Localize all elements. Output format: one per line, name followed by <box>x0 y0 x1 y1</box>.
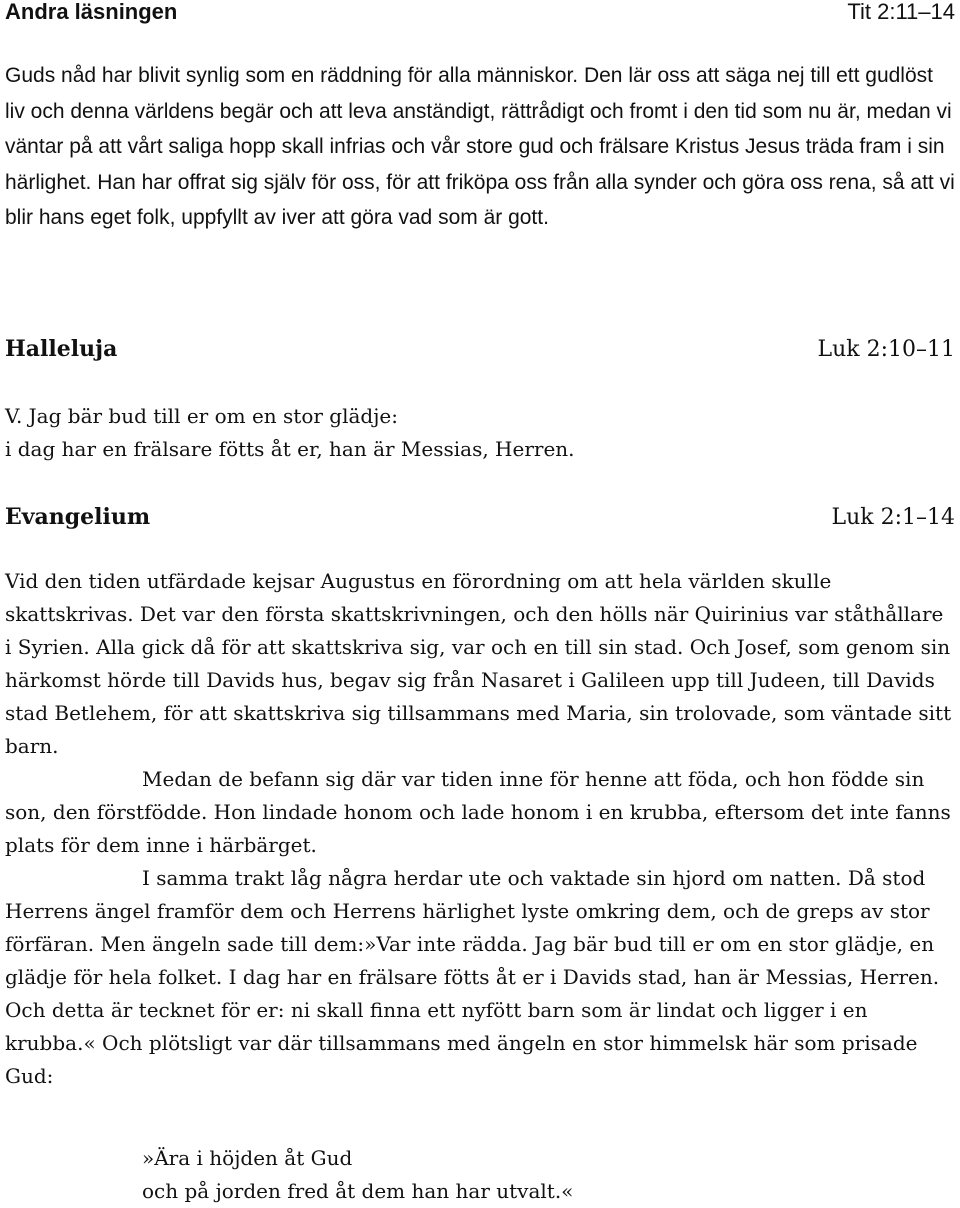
reading2-reference: Tit 2:11–14 <box>847 0 955 24</box>
gospel-quote <box>5 1142 955 1208</box>
alleluia-verse-line2: i dag har en frälsare fötts åt er, han är Messias, Herren. <box>5 437 575 461</box>
alleluia-section <box>5 334 955 365</box>
alleluia-header <box>5 334 955 365</box>
alleluia-body <box>5 400 955 466</box>
gospel-paragraph-2: Medan de befann sig där var tiden inne för henne att föda, och hon födde sin son, den förstfödde. Hon lindade honom och lade honom i en krubba, eftersom det inte fanns plats för dem inne i härbärget. <box>5 767 951 857</box>
gospel-title: Evangelium <box>5 504 151 530</box>
gospel-header <box>5 502 955 533</box>
gospel-quote-line2: och på jorden fred åt dem han har utvalt.« <box>142 1179 574 1203</box>
alleluia-reference: Luk 2:10–11 <box>817 337 955 362</box>
reading2-body <box>5 58 955 236</box>
alleluia-title: Halleluja <box>5 336 118 362</box>
gospel-paragraph-3: I samma trakt låg några herdar ute och vaktade sin hjord om natten. Då stod Herrens ängel framför dem och Herrens härlighet lyste omkring dem, och de greps av stor förfäran. Men ängeln sade till dem:»Var inte rädda. Jag bär bud till er om en stor glädje, en glädje för hela folket. I dag har en frälsare fötts åt er i Davids stad, han är Messias, Herren. Och detta är tecknet för er: ni skall finna ett nyfött barn som är lindat och ligger i en krubba.« Och plötsligt var där tillsammans med ängeln en stor himmelsk här som prisade Gud: <box>5 866 940 1088</box>
reading2-header <box>5 0 955 27</box>
alleluia-verse-line1: V. Jag bär bud till er om en stor glädje: <box>5 404 398 428</box>
reading2-text: Guds nåd har blivit synlig som en räddning för alla människor. Den lär oss att säga nej till ett gudlöst liv och denna världens begär och att leva anständigt, rättrådigt och fromt i den tid som nu är, medan vi väntar på att vårt saliga hopp skall infrias och vår store gud och frälsare Kristus Jesus träda fram i sin härlighet. Han har offrat sig själv för oss, för att friköpa oss från alla synder och göra oss rena, så att vi blir hans eget folk, uppfyllt av iver att göra vad som är gott. <box>5 64 955 229</box>
gospel-body <box>5 565 955 1093</box>
gospel-quote-line1: »Ära i höjden åt Gud <box>142 1146 353 1170</box>
reading2-section <box>5 0 955 27</box>
reading2-title: Andra läsningen <box>5 0 178 24</box>
gospel-paragraph-1: Vid den tiden utfärdade kejsar Augustus en förordning om att hela världen skulle skattskrivas. Det var den första skattskrivningen, och den hölls när Quirinius var ståthållare i Syrien. Alla gick då för att skattskriva sig, var och en till sin stad. Och Josef, som genom sin härkomst hörde till Davids hus, begav sig från Nasaret i Galileen upp till Judeen, till Davids stad Betlehem, för att skattskriva sig tillsammans med Maria, sin trolovade, som väntade sitt barn. <box>5 569 952 758</box>
gospel-reference: Luk 2:1–14 <box>831 505 955 530</box>
gospel-section <box>5 502 955 533</box>
